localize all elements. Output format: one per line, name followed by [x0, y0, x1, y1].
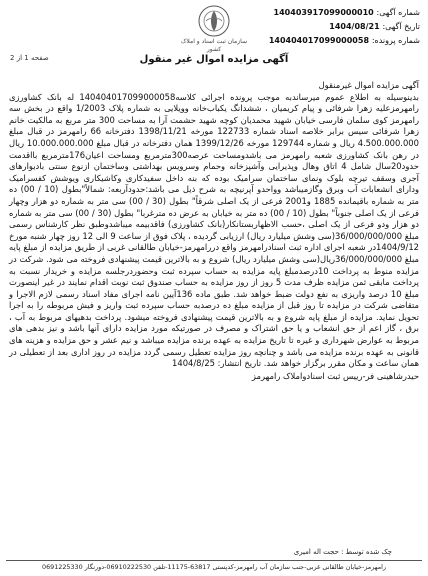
footer-divider	[6, 560, 422, 561]
organization-emblem	[178, 4, 250, 56]
checked-by: چک شده توسط : حجت اله امیری	[293, 548, 392, 556]
document-title: آگهی مزایده اموال غیر منقول	[139, 54, 289, 65]
notice-date-row	[280, 20, 420, 34]
body-paragraph: بدینوسیله به اطلاع عموم میرساندبه موجب پرونده اجرائی کلاسه140404017099000058 له بانک کشاورزی رامهرمزعلیه زهرا شرفائی و پیام کریمیان ، ششدانگ یکباب‌خانه وویلایی به شماره پلاک 1/2003 واقع در بخش سه رامهرمز کوی سلمان فارسی خیابان شهید محمدیان کوچه شهید حشمت آرا به مساحت 300 متر مربع به مالکیت خانم زهرا شرفائی سیس برابر خلاصه اسناد شماره 122733 مورخه 1398/11/21 دفترخانه 66 رامهرمز در قبال مبلغ 4.500.000.000 ریال و شماره 129744 مورخه 1399/12/26 همان دفترخانه در قبال مبلغ 10.000.000.000 ریال در رهن بانک کشاورزی شعبه رامهرمز می باشدومساحت عرصه300مترمربع ومساحت اعیان176مترمربع بااقدمت حدود20سال شامل 4 اتاق وهال وپذیرایی وآشپزخانه وحمام وسرویس بهداشتی وساختمان ازنوع سنتی بادیوارهای آجری وسقف تیرچه بلوک ونمای ساختمان سرامیک بوده که بنه داخل سفیدکاری وکاشیکاری ویوشش کفسرامیک ودارای انشعابات آب وبرق وگازمیباشد وواحدو آپرنیچه به شرح ذیل می باشد:حدودآربعه: شمالاً"بطول (10 / 00) ده متر به شماره باقیمانده 1885 و2001 فرعی از یک اصلی شرقاً" بطول (30 / 00) سی متر به شماره دو هزار وچهار فرعی از یک اصلی جنوباً" بطول (10 / 00) ده متر به خیابان به عرض ده مترغربا" بطول (30 / 00) سی متر به شماره دو هزار ودو فرعی از یک اصلی ،حسب الاظهاربستانکار(بانک کشاورزی) فاقدبیمه میباشدوطبق نظر کارشناس رسمی مبلغ 36/000/000/000(سی وشش میلیارد ریال) ارزیابی گردیده ، پلاک فوق از ساعت 9 الی 12 روز چهار شنبه مورخ 1404/9/12در شعبه اجرای اداره ثبت اسنادرامهرمز واقع دررامهرمز-خیابان طالقانی غربی از طریق مزایده از مبلغ پایه مبلغ 36/000/000/000ریال(سی وشش میلیارد ریال) شروع و به بالاترین قیمت پیشنهادی فروخته می شود. شرکت در مزایده منوط به پرداخت 10درصدمبلغ پایه مزایده به حساب سپرده ثبت وحضوردرجلسه مزایده و خریدار نسبت به پرداخت مابقی ثمن مزایده ظرف مدت 5 روز از روز مزایده به حساب صندوق ثبت نوبت اقدام نمایند در غیر اینصورت مبلغ 10 درصد واریزی به نفع دولت ضبط خواهد شد. طبق ماده 136آیین نامه اجرای مفاد اسناد رسمی لازم الاجرا و متقاضی شرکت در مزایده تا روز قبل از مزایده مبلغ ده درصدبه حساب سپرده ثبت واریز و فیش مربوطه را به اجرا تحویل نماید. مزایده از مبلغ پایه شروع و به بالاترین قیمت پیشنهادی فروخته میشود. پرداخت بدهیهای مربوط به آب ، برق ، گاز اعم از حق انشعاب و یا حق اشتراک و مصرف در صورتیکه مورد مزایده دارای آنها باشد و نیز بدهی های مربوط به عوارض شهرداری و غیره تا تاریخ مزایده به عهده برنده مزایده میباشد و نیم عشر و حق مزایده و هزینه های قانونی به عهده برنده مزایده می باشد و چنانچه روز مزایده تعطیل رسمی گردد مزایده در روز اداری بعد از تعطیلی در همان ساعت و مکان مقرر برگزار خواهد شد. تاریخ انتشار: 1404/8/25	[9, 91, 420, 369]
notice-number-label: شماره آگهی:	[376, 8, 420, 17]
notice-date-label: تاریخ آگهی:	[382, 22, 420, 31]
footer-address: رامهرمز-خیابان طالقانی غربی-جنب سازمان آب رامهرمز-کدپستی 63817-11175-تلفن 06910222530-دورنگار 0691225330	[42, 563, 386, 571]
organization-name: سازمان ثبت اسناد و املاک کشور	[181, 38, 247, 53]
file-number: 140404017099000058	[268, 36, 370, 45]
document-footer	[0, 548, 428, 576]
document-subtitle: آگهی مزایده اموال غیرمنقول	[318, 80, 419, 90]
file-number-label: شماره پرونده:	[371, 36, 420, 45]
emblem-icon	[197, 4, 231, 38]
document-body	[9, 80, 419, 382]
notice-number: 140403917099000010	[273, 8, 374, 17]
notice-meta	[268, 6, 420, 48]
file-number-row	[268, 34, 420, 48]
page-number: صفحه 1 از 2	[10, 54, 49, 62]
notice-number-row	[273, 6, 420, 20]
notice-date: 1404/08/21	[329, 22, 380, 31]
signature-line: حیدرشاهینی فر-رییس ثبت اسنادواملاک رامهرمز	[251, 370, 419, 381]
